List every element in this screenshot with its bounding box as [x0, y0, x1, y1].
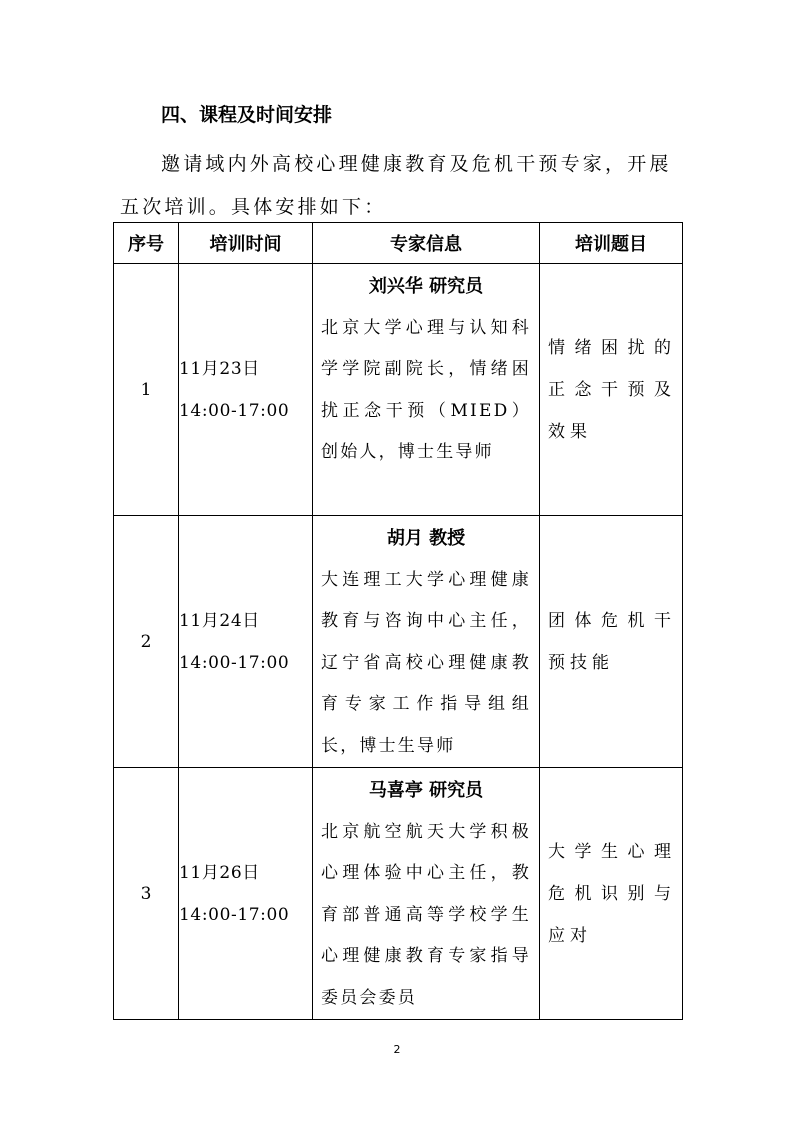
expert-name: 刘兴华 研究员 — [368, 276, 484, 297]
schedule-table — [113, 222, 683, 1020]
page-number: 2 — [393, 1043, 401, 1056]
expert-info — [313, 768, 540, 1020]
header-time: 培训时间 — [179, 223, 313, 264]
table-header-row — [114, 223, 683, 264]
table-row — [114, 516, 683, 768]
header-expert: 专家信息 — [313, 223, 540, 264]
training-time — [179, 264, 313, 516]
training-time — [179, 516, 313, 768]
expert-name: 马喜亭 研究员 — [368, 780, 484, 801]
row-number: 2 — [114, 516, 179, 768]
expert-info — [313, 516, 540, 768]
header-num: 序号 — [114, 223, 179, 264]
training-hours: 14:00-17:00 — [179, 652, 290, 673]
row-number: 3 — [114, 768, 179, 1020]
expert-description: 北京航空航天大学积极心理体验中心主任，教育部普通高等学校学生心理健康教育专家指导委员会委员 — [321, 821, 531, 1008]
training-date: 11月24日 — [179, 610, 260, 631]
section-heading: 四、课程及时间安排 — [161, 104, 333, 126]
expert-info — [313, 264, 540, 516]
training-date: 11月23日 — [179, 358, 260, 379]
row-number: 1 — [114, 264, 179, 516]
training-time — [179, 768, 313, 1020]
table-row — [114, 768, 683, 1020]
table-row — [114, 264, 683, 516]
training-hours: 14:00-17:00 — [179, 400, 290, 421]
intro-paragraph: 邀请域内外高校心理健康教育及危机干预专家，开展五次培训。具体安排如下： — [120, 153, 672, 218]
training-topic: 团体危机干预技能 — [540, 516, 683, 768]
expert-description: 北京大学心理与认知科学学院副院长，情绪困扰正念干预（MIED）创始人，博士生导师 — [321, 317, 531, 462]
training-topic: 大学生心理危机识别与应对 — [540, 768, 683, 1020]
header-topic: 培训题目 — [540, 223, 683, 264]
expert-description: 大连理工大学心理健康教育与咨询中心主任，辽宁省高校心理健康教育专家工作指导组组长，博士生导师 — [321, 569, 531, 756]
training-hours: 14:00-17:00 — [179, 904, 290, 925]
expert-name: 胡月 教授 — [386, 528, 466, 549]
training-topic: 情绪困扰的正念干预及效果 — [540, 264, 683, 516]
training-date: 11月26日 — [179, 862, 260, 883]
